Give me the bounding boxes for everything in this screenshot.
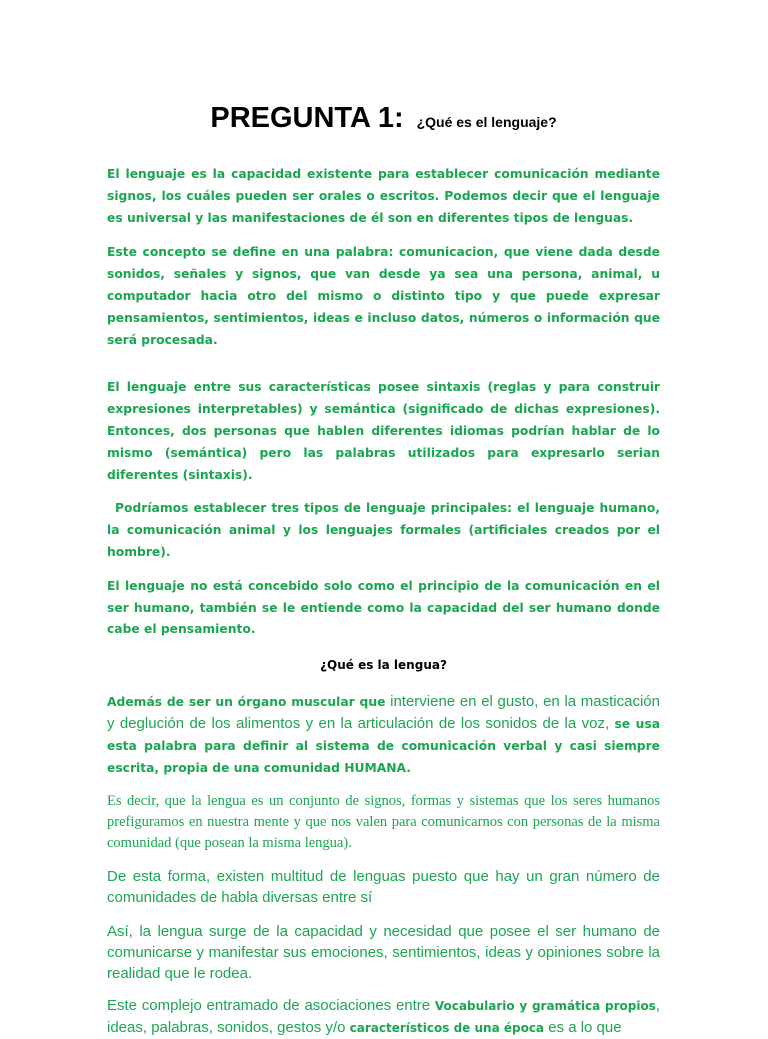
section-subtitle: ¿Qué es la lengua?: [320, 658, 447, 673]
paragraph-definition: El lenguaje es la capacidad existente para establecer comunicación mediante signos, los cuáles pueden ser orales o escritos. Podemos decir que el lenguaje es universal y las manifestaciones de él son en diferentes tipos de lenguas.: [107, 167, 660, 225]
page-title: [107, 96, 660, 142]
assoc-text-bold-1: Vocabulario y gramática propios: [434, 999, 656, 1014]
paragraph-thought: El lenguaje no está concebido solo como el principio de la comunicación en el ser humano, también se le entiende como la capacidad del ser humano donde cabe el pensamiento.: [107, 578, 660, 637]
assoc-text-bold-2: característicos de una época: [349, 1021, 545, 1036]
organ-text-bold-1: Además de ser un órgano muscular que: [107, 695, 386, 710]
assoc-text-2: , ideas, palabras, sonidos, gestos y/o: [107, 997, 660, 1037]
organ-text-regular: interviene en el gusto, en la masticación y deglución de los alimentos y en la articulación de los sonidos de la voz,: [107, 693, 660, 733]
organ-text-bold-2: se usa esta palabra para definir al sistema de comunicación verbal y casi siempre escrita, propia de una comunidad HUMANA.: [107, 717, 660, 776]
paragraph-capacity: Así, la lengua surge de la capacidad y necesidad que posee el ser humano de comunicarse y manifestar sus emociones, sentimientos, ideas y opiniones sobre la realidad que le rodea.: [107, 923, 660, 983]
paragraph-associations: [107, 995, 660, 1039]
paragraph-multitude: De esta forma, existen multitud de lenguas puesto que hay un gran número de comunidades de habla diversas entre sí: [107, 868, 660, 907]
paragraph-organ: [107, 691, 660, 779]
paragraph-concept: Este concepto se define en una palabra: comunicacion, que viene dada desde sonidos, señales y signos, que van desde ya sea una persona, animal, u computador hacia otro del mismo o distinto tipo y que puede expresar pensamientos, sentimientos, ideas e incluso datos, números o información que será procesada.: [107, 245, 660, 347]
title-main: PREGUNTA 1:: [210, 102, 404, 134]
assoc-text-3: es a lo que: [544, 1019, 622, 1037]
paragraph-types: Podríamos establecer tres tipos de lenguaje principales: el lenguaje humano, la comunicación animal y los lenguajes formales (artificiales creados por el hombre).: [107, 501, 660, 559]
assoc-text-1: Este complejo entramado de asociaciones entre: [107, 997, 435, 1015]
paragraph-characteristics: El lenguaje entre sus características posee sintaxis (reglas y para construir expresiones interpretables) y semántica (significado de dichas expresiones). Entonces, dos personas que hablen diferentes idiomas podrían hablar de lo mismo (semántica) pero las palabras utilizados para expresarlo serian diferentes (sintaxis).: [107, 380, 660, 482]
paragraph-signs: Es decir, que la lengua es un conjunto de signos, formas y sistemas que los seres humanos prefiguramos en nuestra mente y que nos valen para comunicarnos con personas de la misma comunidad (que posean la misma lengua).: [107, 793, 660, 852]
title-question: ¿Qué es el lenguaje?: [416, 114, 557, 130]
